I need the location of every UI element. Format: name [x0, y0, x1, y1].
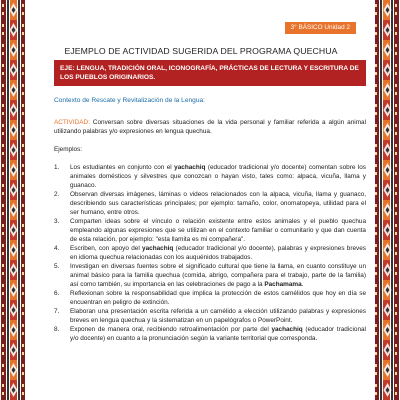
- border-motif: [375, 240, 399, 260]
- border-motif: [375, 60, 399, 80]
- border-motif: [1, 0, 25, 20]
- list-item: 6. Reflexionan sobre la responsabilidad que implica la protección de estos camélidos que hoy en día se encuentran en peligro de extinción.: [54, 290, 366, 306]
- border-motif: [375, 300, 399, 320]
- border-motif: [1, 320, 25, 340]
- document-content: [36, 46, 366, 343]
- border-motif: [375, 340, 399, 360]
- andean-pattern-left: [0, 0, 26, 400]
- border-motif: [375, 280, 399, 300]
- border-motif: [375, 160, 399, 180]
- examples-list: [36, 163, 366, 343]
- border-motif: [1, 280, 25, 300]
- list-item: 2. Observan diversas imágenes, láminas o videos relacionados con la alpaca, vicuña, llama y guanaco, describiendo sus características principales; por ejemplo: tamaño, color, onomatopeya, utilidad para el ser humano, entre otros.: [54, 191, 366, 216]
- border-motif: [1, 380, 25, 400]
- activity-label: ACTIVIDAD:: [54, 119, 90, 126]
- list-item: 7. Elaboran una presentación escrita referida a un camélido a elección utilizando palabras y expresiones breves en lengua quechua y la sistematizan en un papelógrafos o PowerPoint.: [54, 308, 366, 324]
- border-motif: [375, 120, 399, 140]
- border-motif: [375, 180, 399, 200]
- border-motif: [1, 300, 25, 320]
- context-heading: Contexto de Rescate y Revitalización de la Lengua:: [54, 97, 206, 104]
- border-motif: [375, 0, 399, 20]
- andean-pattern-right: [374, 0, 400, 400]
- list-item: 5. Investigan en diversas fuentes sobre el significado cultural que tiene la llama, en cuanto constituye un animal básico para la familia quechua (comida, abrigo, compañera para el trabajo, parte de la familia) así como también, su importancia en las celebraciones de pago a la Pachamama.: [54, 263, 366, 288]
- border-motif: [1, 40, 25, 60]
- eje-banner: EJE: LENGUA, TRADICIÓN ORAL, ICONOGRAFÍA, PRÁCTICAS DE LECTURA Y ESCRITURA DE LOS PUEBLOS ORIGINARIOS.: [54, 60, 366, 86]
- border-motif: [375, 360, 399, 380]
- list-item: 8. Exponen de manera oral, recibiendo retroalimentación por parte del yachachiq (educador tradicional y/o docente) en cuanto a la pronunciación según la variante territorial que corresponda.: [54, 326, 366, 342]
- list-item: 4. Escriben, con apoyo del yachachiq (educador tradicional y/o docente), palabras y expresiones breves en idioma quechua relacionadas con los auquénidos trabajados.: [54, 245, 366, 261]
- border-motif: [1, 160, 25, 180]
- left-decorative-border: [0, 0, 26, 400]
- border-motif: [1, 100, 25, 120]
- activity-text: Conversan sobre diversas situaciones de la vida personal y familiar referida a algún animal utilizando palabras y/o expresiones en lengua quechua.: [54, 119, 366, 135]
- border-motif: [375, 380, 399, 400]
- border-motif: [375, 220, 399, 240]
- border-motif: [375, 320, 399, 340]
- border-motif: [1, 140, 25, 160]
- border-motif: [1, 240, 25, 260]
- border-motif: [1, 80, 25, 100]
- border-motif: [1, 200, 25, 220]
- border-motif: [375, 40, 399, 60]
- border-motif: [1, 20, 25, 40]
- right-decorative-border: [374, 0, 400, 400]
- border-motif: [375, 260, 399, 280]
- border-motif: [1, 260, 25, 280]
- border-motif: [1, 120, 25, 140]
- list-item: 3. Comparten ideas sobre el vínculo o relación existente entre estos animales y el pueblo quechua empleando algunas expresiones que se utilizan en el contexto familiar o comunitario y que dan cuenta de esta relación, por ejemplo: "esta llamita es mi compañera".: [54, 218, 366, 243]
- border-motif: [1, 340, 25, 360]
- page-title: EJEMPLO DE ACTIVIDAD SUGERIDA DEL PROGRAMA QUECHUA: [64, 46, 338, 56]
- border-motif: [375, 80, 399, 100]
- border-motif: [1, 220, 25, 240]
- examples-label: Ejemplos:: [54, 146, 83, 153]
- border-motif: [1, 180, 25, 200]
- border-motif: [1, 360, 25, 380]
- border-motif: [375, 20, 399, 40]
- activity-paragraph: [54, 118, 366, 136]
- list-item: 1. Los estudiantes en conjunto con el yachachiq (educador tradicional y/o docente) comentan sobre los animales domésticos y silvestres que conozcan o hayan visto, tales como: alpaca, vicuña, llama y guanaco.: [54, 164, 366, 189]
- border-motif: [375, 100, 399, 120]
- border-motif: [375, 140, 399, 160]
- border-motif: [375, 200, 399, 220]
- grade-unit-badge: 3° BÁSICO Unidad 2: [285, 22, 356, 34]
- border-motif: [1, 60, 25, 80]
